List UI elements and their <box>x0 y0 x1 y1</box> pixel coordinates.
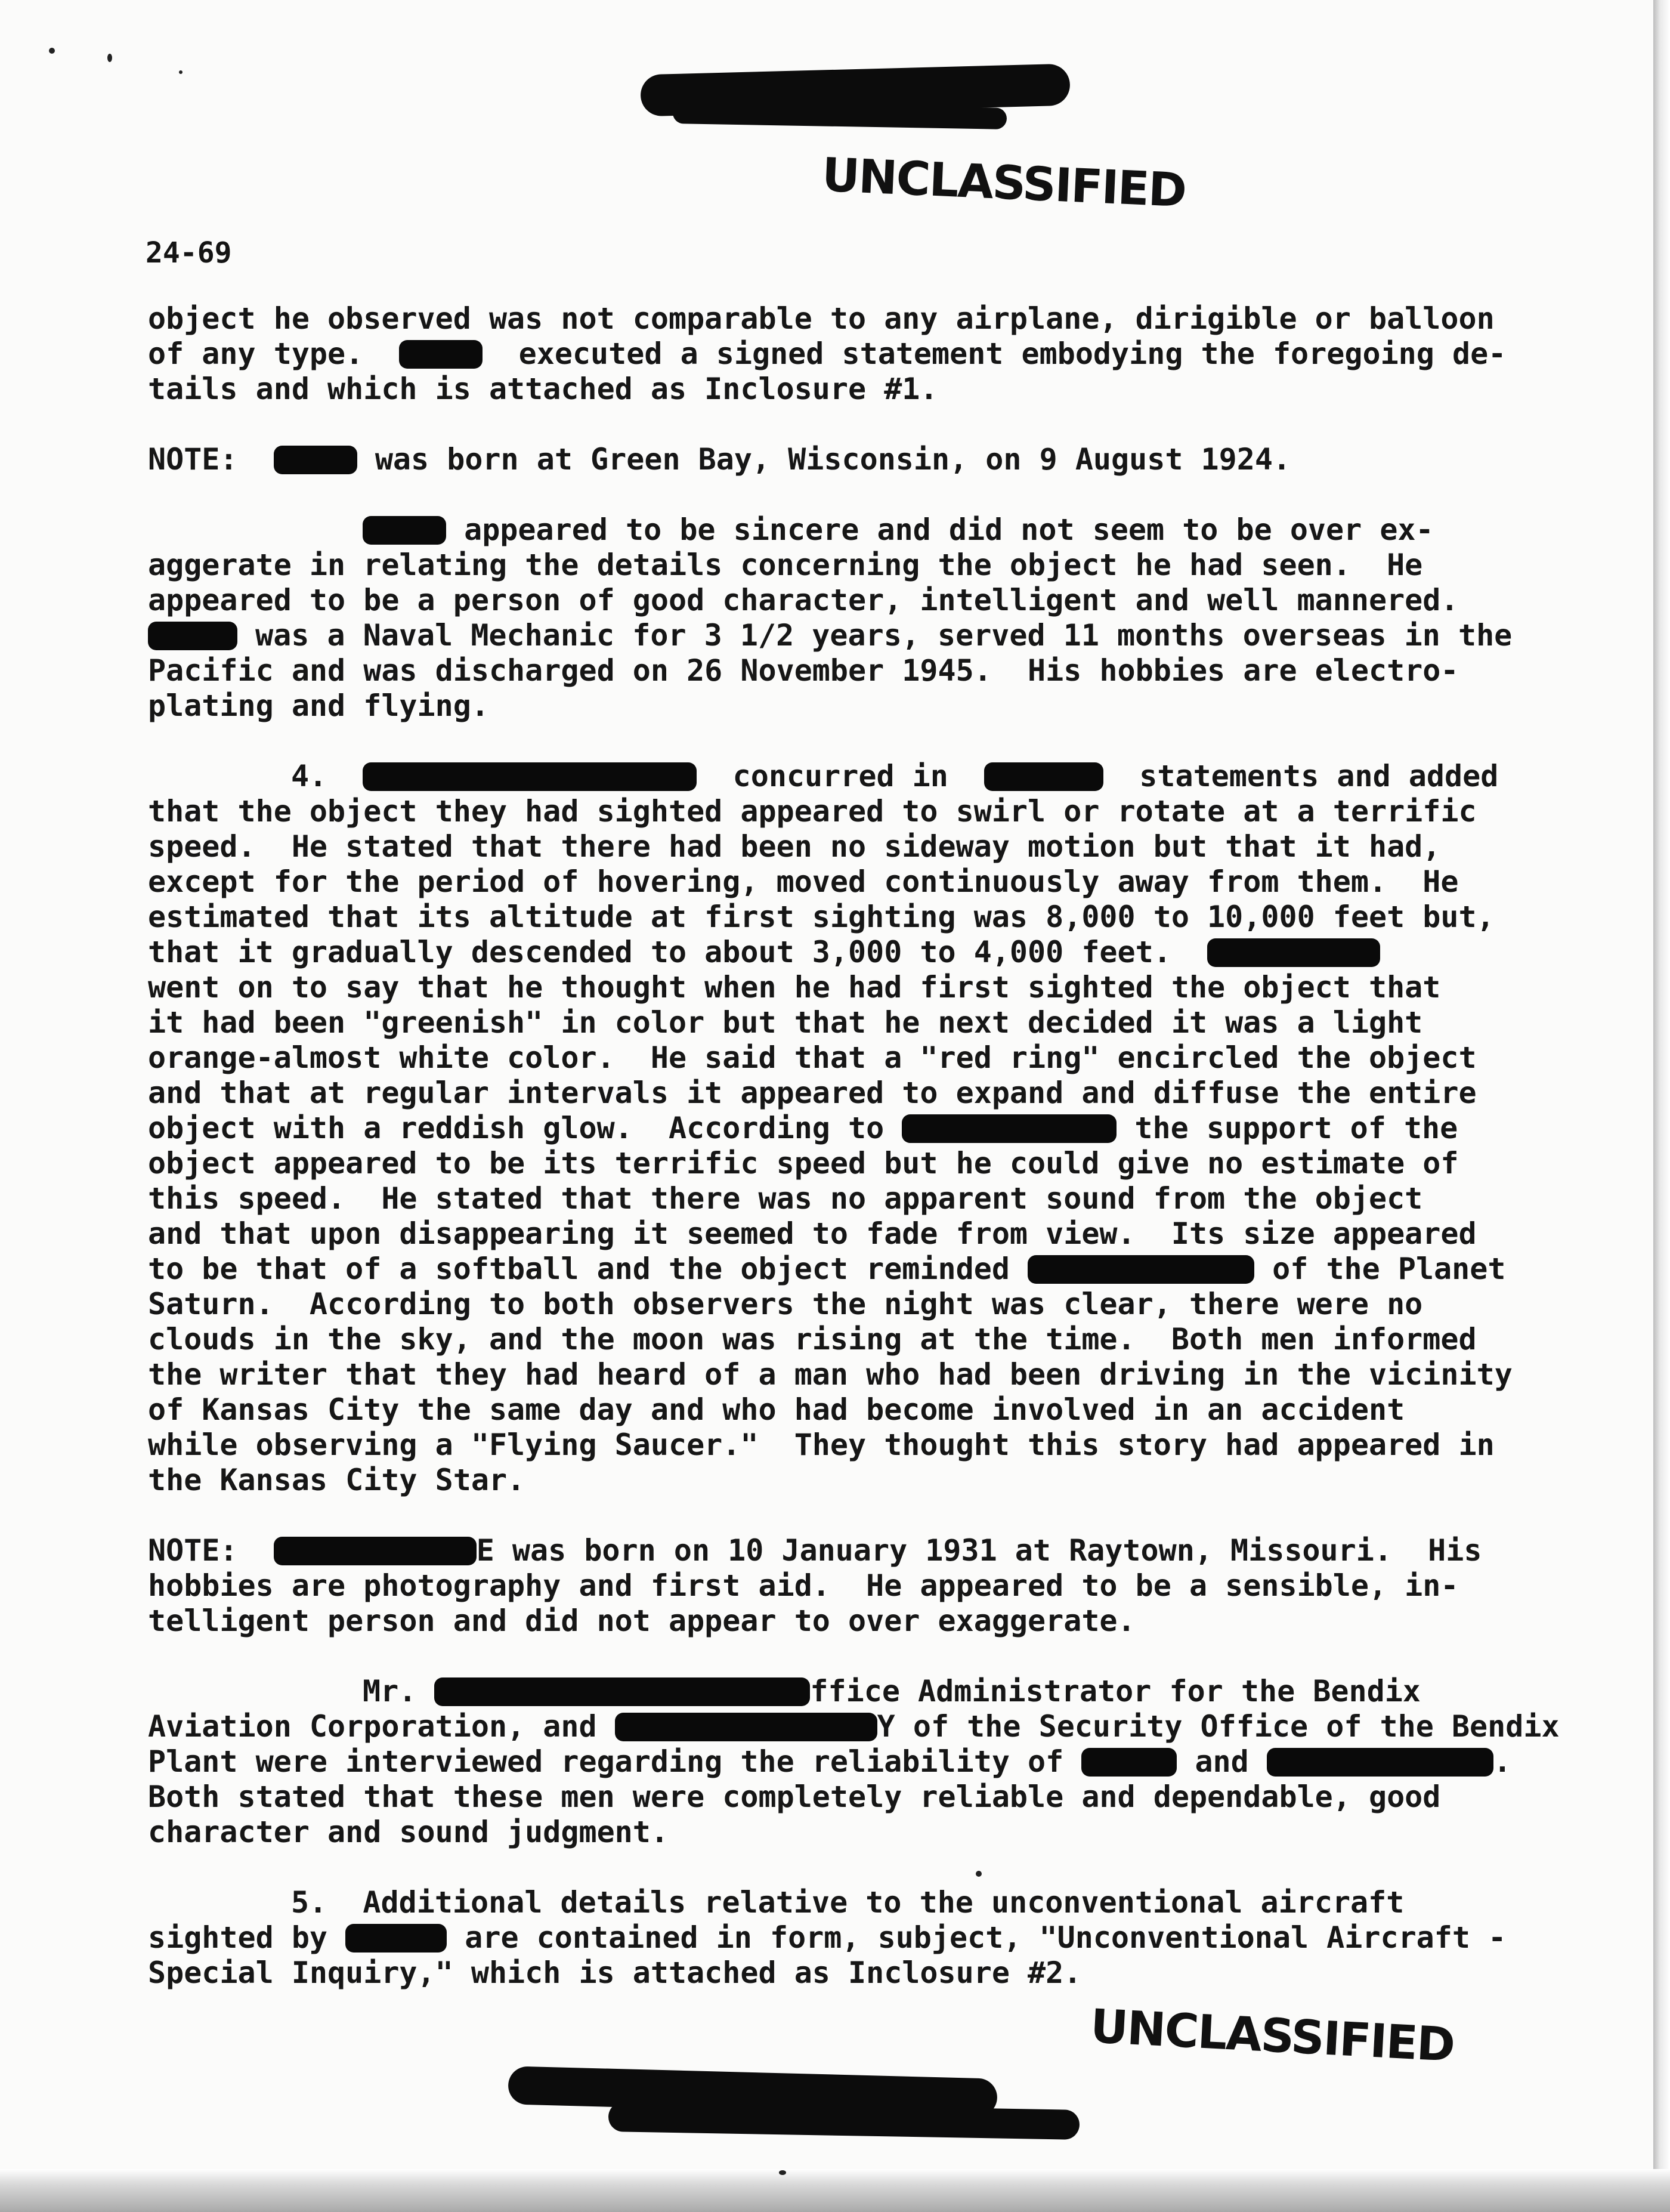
document-line: the writer that they had heard of a man who had been driving in the vicinity <box>148 1357 1513 1392</box>
document-line: appeared to be sincere and did not seem to be over ex- <box>363 512 1434 548</box>
document-line: hobbies are photography and first aid. He appeared to be a sensible, in- <box>148 1568 1459 1603</box>
redaction-box <box>274 1537 477 1565</box>
redaction-box <box>363 516 446 545</box>
document-line: clouds in the sky, and the moon was rising at the time. Both men informed <box>148 1322 1477 1357</box>
document-line: character and sound judgment. <box>148 1815 669 1849</box>
document-line: that the object they had sighted appeared to swirl or rotate at a terrific <box>148 794 1477 829</box>
redaction-box <box>1267 1748 1493 1777</box>
document-line: that it gradually descended to about 3,000 to 4,000 feet. <box>148 934 1380 970</box>
document-line: was a Naval Mechanic for 3 1/2 years, served 11 months overseas in the <box>148 617 1512 653</box>
document-line: Special Inquiry," which is attached as Inclosure #2. <box>148 1955 1082 1990</box>
redaction-box <box>902 1114 1117 1143</box>
document-line: estimated that its altitude at first sighting was 8,000 to 10,000 feet but, <box>148 900 1495 934</box>
document-line: speed. He stated that there had been no sideway motion but that it had, <box>148 829 1441 864</box>
document-line: while observing a "Flying Saucer." They thought this story had appeared in <box>148 1428 1495 1462</box>
redaction-box <box>1028 1255 1254 1284</box>
document-line: except for the period of hovering, moved continuously away from them. He <box>148 864 1459 899</box>
document-line: Both stated that these men were completely reliable and dependable, good <box>148 1780 1441 1814</box>
document-line: NOTE: was born at Green Bay, Wisconsin, on 9 August 1924. <box>148 442 1291 477</box>
document-line: to be that of a softball and the object reminded of the Planet <box>148 1252 1506 1286</box>
document-line: and that upon disappearing it seemed to fade from view. Its size appeared <box>148 1216 1477 1251</box>
document-line: Pacific and was discharged on 26 November 1945. His hobbies are electro- <box>148 653 1459 688</box>
redaction-box <box>148 622 237 650</box>
document-line: telligent person and did not appear to over exaggerate. <box>148 1604 1136 1638</box>
classification-stamp-top: UNCLASSIFIED <box>821 148 1187 218</box>
document-line: and that at regular intervals it appeared to expand and diffuse the entire <box>148 1076 1477 1110</box>
document-line: Mr. ffice Administrator for the Bendix <box>363 1674 1421 1709</box>
redaction-box <box>984 762 1103 791</box>
document-line: orange-almost white color. He said that a "red ring" encircled the object <box>148 1040 1477 1075</box>
document-line: tails and which is attached as Inclosure #1. <box>148 372 938 406</box>
document-line: of Kansas City the same day and who had become involved in an accident <box>148 1392 1405 1427</box>
document-line: 4. concurred in statements and added <box>291 759 1499 793</box>
document-line: this speed. He stated that there was no apparent sound from the object <box>148 1181 1423 1216</box>
redaction-box <box>1081 1748 1177 1777</box>
redaction-box <box>345 1924 447 1953</box>
document-line: 5. Additional details relative to the unconventional aircraft <box>291 1885 1405 1920</box>
document-line: sighted by are contained in form, subject, "Unconventional Aircraft - <box>148 1920 1507 1955</box>
document-line: object he observed was not comparable to any airplane, dirigible or balloon <box>148 301 1495 336</box>
document-line: Aviation Corporation, and Y of the Security Office of the Bendix <box>148 1709 1560 1744</box>
document-line: object with a reddish glow. According to the support of the <box>148 1111 1458 1145</box>
classification-stamp-bottom: UNCLASSIFIED <box>1089 2000 1456 2072</box>
document-line: NOTE: E was born on 10 January 1931 at Raytown, Missouri. His <box>148 1533 1482 1568</box>
document-line: the Kansas City Star. <box>148 1463 525 1497</box>
file-number: 24-69 <box>146 236 232 270</box>
document-line: appeared to be a person of good character, intelligent and well mannered. <box>148 583 1459 617</box>
redaction-box <box>399 340 483 369</box>
document-line: Saturn. According to both observers the night was clear, there were no <box>148 1287 1423 1321</box>
redaction-box <box>274 446 357 474</box>
document-line: aggerate in relating the details concerning the object he had seen. He <box>148 548 1423 582</box>
document-line: plating and flying. <box>148 688 489 723</box>
document-line: object appeared to be its terrific speed but he could give no estimate of <box>148 1146 1459 1181</box>
document-line: Plant were interviewed regarding the reliability of and . <box>148 1744 1511 1779</box>
redaction-box <box>363 762 697 791</box>
redaction-box <box>615 1713 877 1741</box>
document-line: went on to say that he thought when he had first sighted the object that <box>148 970 1441 1005</box>
redaction-box <box>434 1677 810 1706</box>
redaction-box <box>1207 938 1380 967</box>
document-line: it had been "greenish" in color but that he next decided it was a light <box>148 1005 1423 1040</box>
document-line: of any type. executed a signed statement embodying the foregoing de- <box>148 336 1507 371</box>
